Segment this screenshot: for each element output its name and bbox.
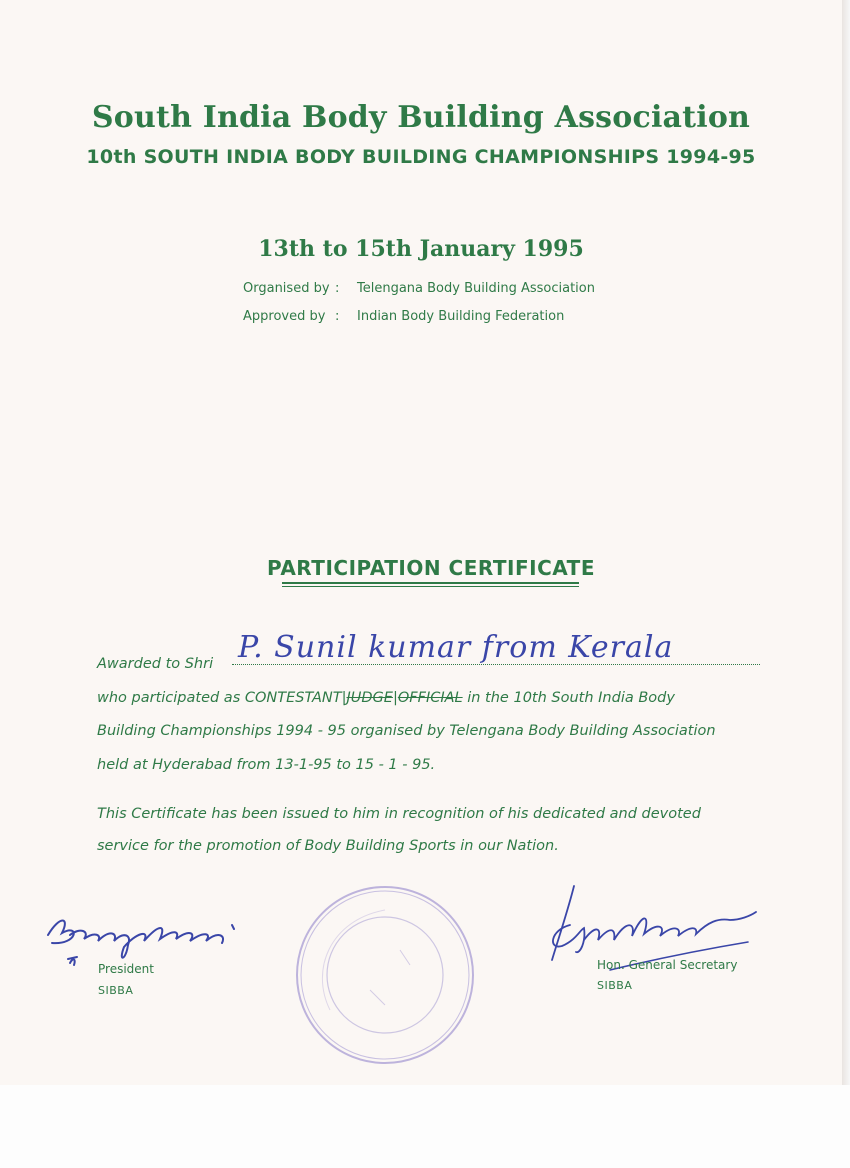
organised-by-separator: : bbox=[335, 281, 340, 296]
recognition-line-1: This Certificate has been issued to him in recognition of his dedicated and devoted bbox=[97, 806, 701, 822]
role-separator: | bbox=[392, 690, 398, 706]
role-official-struck: OFFICIAL bbox=[397, 690, 463, 706]
event-dates: 13th to 15th January 1995 bbox=[258, 236, 584, 262]
participation-role-text: who participated as CONTESTANT| bbox=[97, 690, 347, 706]
role-judge-struck: JUDGE bbox=[346, 690, 393, 706]
heading-underline bbox=[282, 582, 579, 584]
scan-edge-shadow bbox=[842, 0, 850, 1085]
organised-by-value: Telengana Body Building Association bbox=[357, 281, 595, 296]
awarded-to-label: Awarded to Shri bbox=[97, 656, 214, 672]
awardee-name-handwritten: P. Sunil kumar from Kerala bbox=[238, 630, 674, 665]
approved-by-row bbox=[243, 309, 564, 324]
championship-line: Building Championships 1994 - 95 organised by Telengana Body Building Association bbox=[97, 723, 716, 739]
secretary-org: SIBBA bbox=[597, 979, 633, 992]
president-org: SIBBA bbox=[98, 984, 134, 997]
heading-underline-thin bbox=[282, 586, 579, 587]
approved-by-value: Indian Body Building Federation bbox=[357, 309, 565, 324]
organised-by-row bbox=[243, 281, 595, 296]
association-title: South India Body Building Association bbox=[91, 100, 751, 135]
venue-dates-line: held at Hyderabad from 13-1-95 to 15 - 1 - 95. bbox=[97, 757, 436, 773]
secretary-title: Hon. General Secretary bbox=[597, 958, 738, 972]
participation-line bbox=[97, 690, 675, 706]
association-seal bbox=[290, 880, 480, 1070]
organised-by-label: Organised by bbox=[243, 281, 330, 296]
certificate-heading: PARTICIPATION CERTIFICATE bbox=[267, 556, 595, 580]
president-title: President bbox=[98, 962, 154, 976]
participation-event-text: in the 10th South India Body bbox=[462, 690, 675, 706]
scan-margin bbox=[0, 1085, 850, 1168]
approved-by-separator: : bbox=[335, 309, 340, 324]
championship-subtitle: 10th SOUTH INDIA BODY BUILDING CHAMPIONSHIPS 1994-95 bbox=[86, 146, 756, 168]
approved-by-label: Approved by bbox=[243, 309, 326, 324]
recognition-line-2: service for the promotion of Body Building Sports in our Nation. bbox=[97, 838, 559, 854]
